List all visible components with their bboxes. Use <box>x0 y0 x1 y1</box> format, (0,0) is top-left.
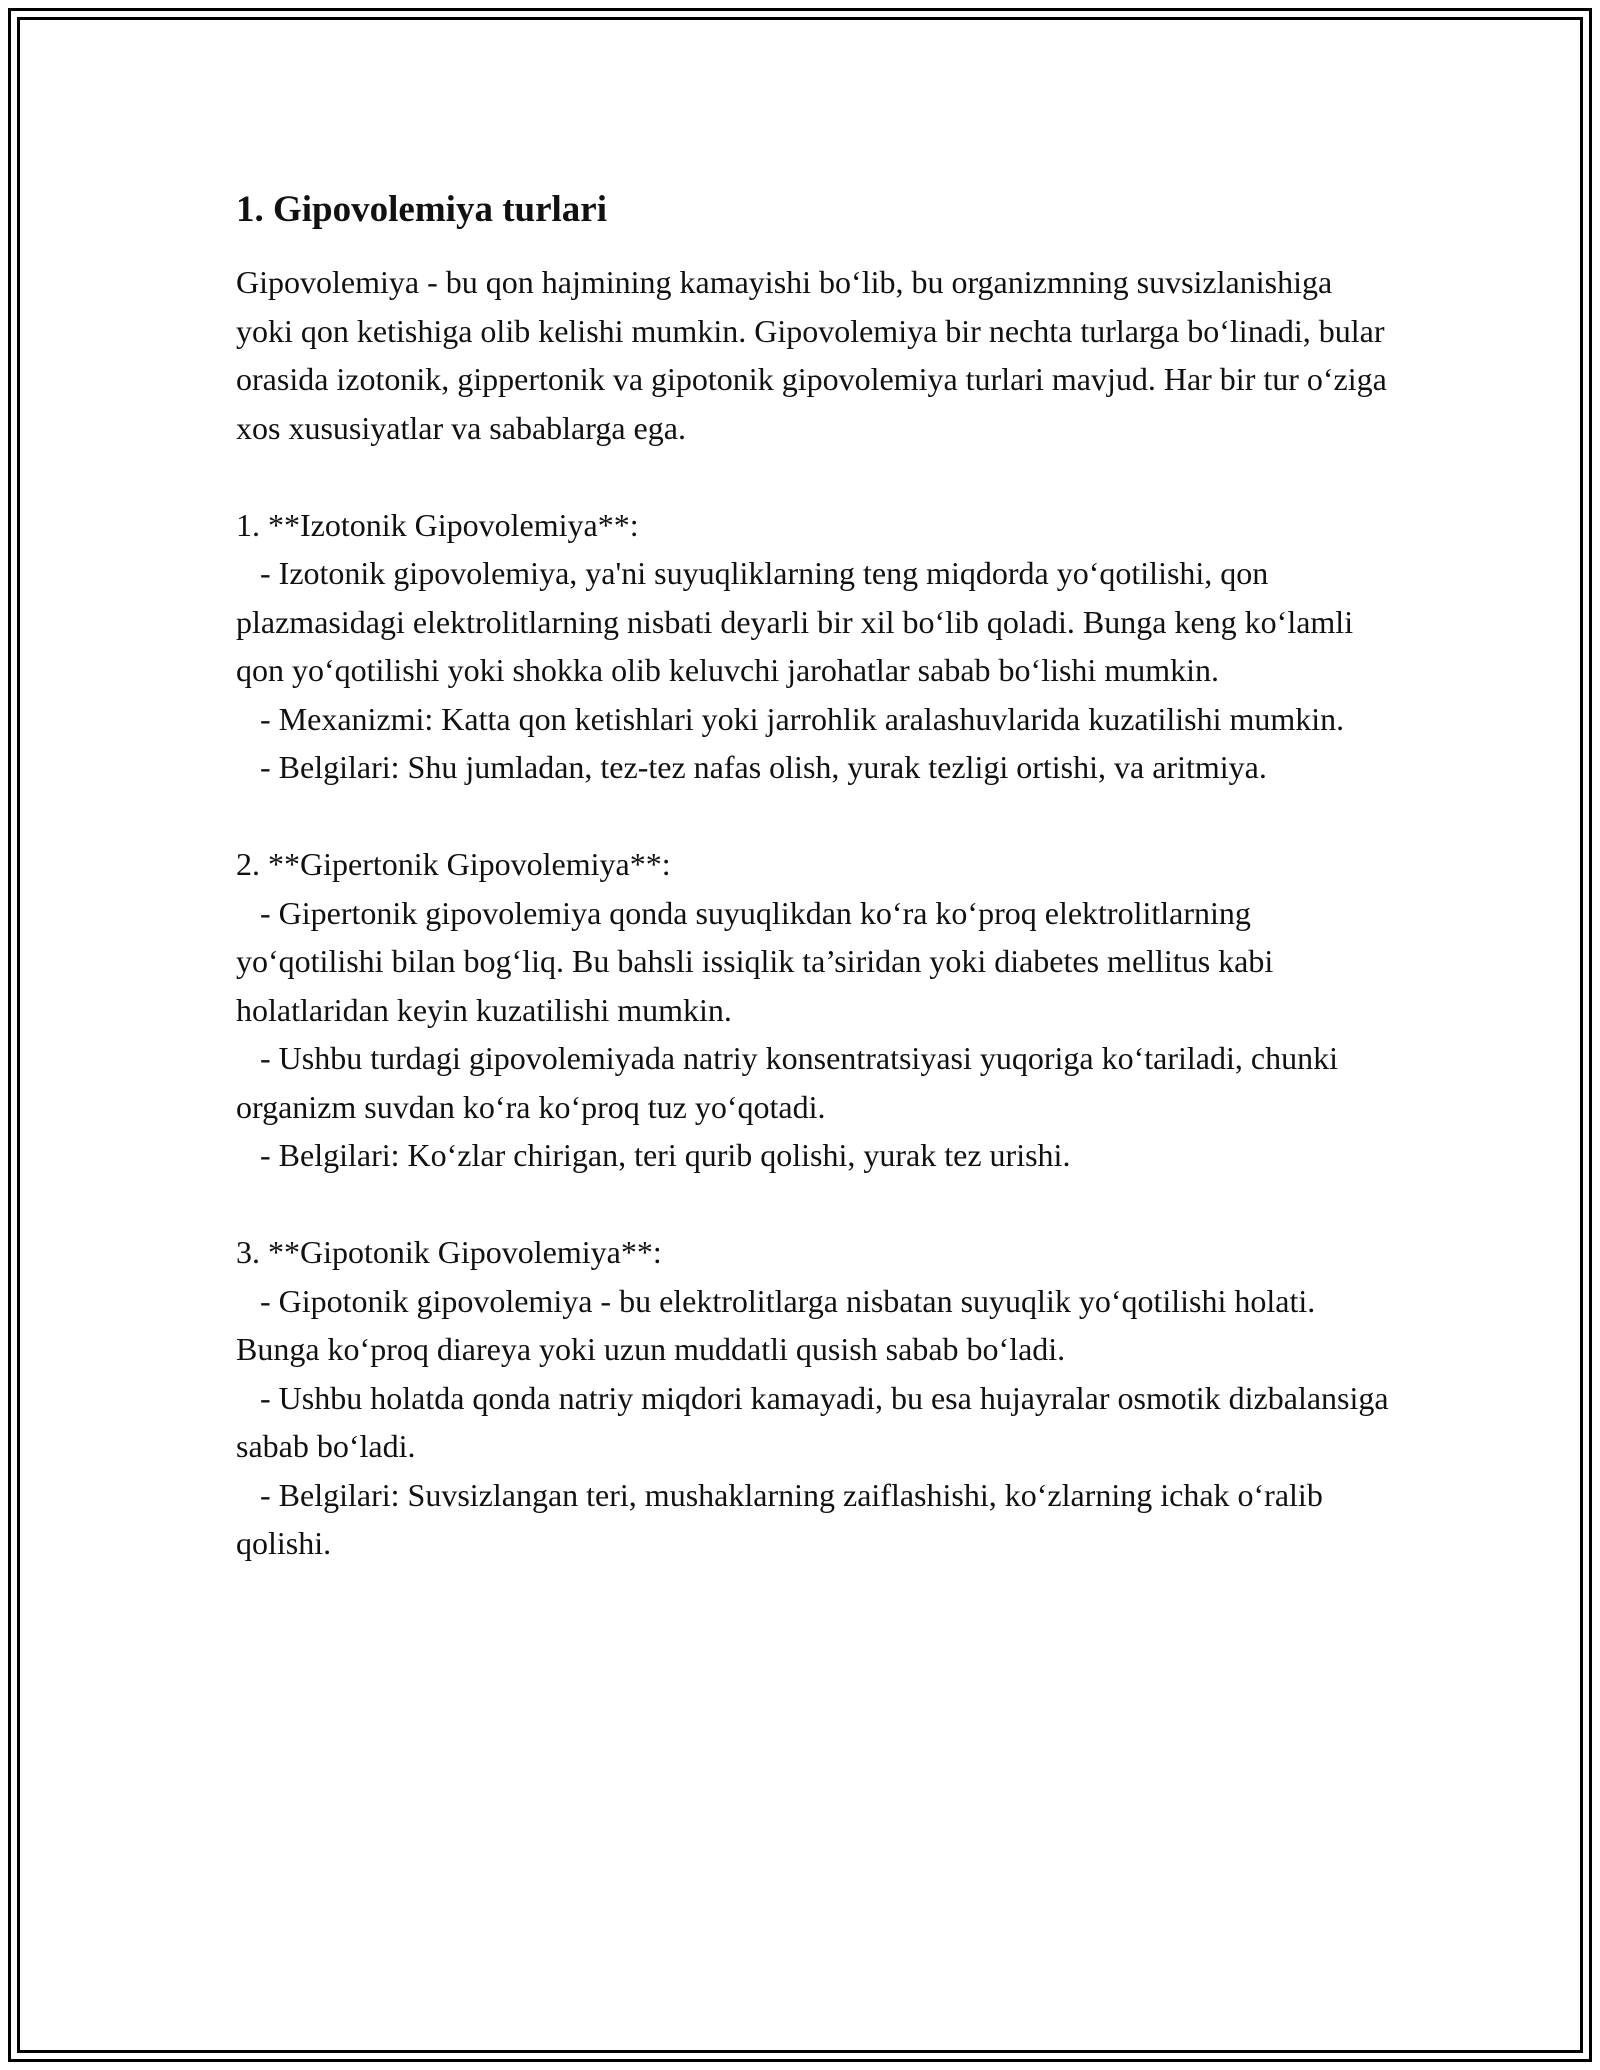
document-body <box>236 186 1396 1568</box>
list-item: - Belgilari: Suvsizlangan teri, mushaklarning zaiflashishi, ko‘zlarning ichak o‘ralib qolishi. <box>236 1476 1331 1561</box>
list-item: - Belgilari: Ko‘zlar chirigan, teri qurib qolishi, yurak tez urishi. <box>236 1137 1071 1173</box>
spacer <box>236 1180 1396 1229</box>
intro-paragraph: Gipovolemiya - bu qon hajmining kamayishi bo‘lib, bu organizmning suvsizlanishiga yoki qon ketishiga olib kelishi mumkin. Gipovolemiya bir nechta turlarga bo‘linadi, bular orasida izotonik, gippertonik va gipotonik gipovolemiya turlari mavjud. Har bir tur o‘ziga xos xususiyatlar va sabablarga ega. <box>236 264 1395 446</box>
list-item: - Belgilari: Shu jumladan, tez-tez nafas olish, yurak tezligi ortishi, va aritmiya. <box>236 749 1267 785</box>
list-item: - Gipertonik gipovolemiya qonda suyuqlikdan ko‘ra ko‘proq elektrolitlarning yo‘qotilishi bilan bog‘liq. Bu bahsli issiqlik ta’siridan yoki diabetes mellitus kabi holatlaridan keyin kuzatilishi mumkin. <box>236 894 1282 1028</box>
list-item: - Mexanizmi: Katta qon ketishlari yoki jarrohlik aralashuvlarida kuzatilishi mumkin. <box>236 700 1345 737</box>
spacer <box>236 452 1396 501</box>
section-gipertonik <box>236 840 1396 1180</box>
list-item: - Izotonik gipovolemiya, ya'ni suyuqliklarning teng miqdorda yo‘qotilishi, qon plazmasidagi elektrolitlarning nisbati deyarli bir xil bo‘lib qoladi. Bunga keng ko‘lamli qon yo‘qotilishi yoki shokka olib keluvchi jarohatlar sabab bo‘lishi mumkin. <box>236 555 1362 688</box>
section-title: 2. **Gipertonik Gipovolemiya**: <box>236 846 671 882</box>
list-item: - Ushbu holatda qonda natriy miqdori kamayadi, bu esa hujayralar osmotik dizbalansiga sabab bo‘ladi. <box>236 1379 1397 1464</box>
section-gipotonik <box>236 1228 1396 1568</box>
list-item: - Ushbu turdagi gipovolemiyada natriy konsentratsiyasi yuqoriga ko‘tariladi, chunki organizm suvdan ko‘ra ko‘proq tuz yo‘qotadi. <box>236 1040 1346 1125</box>
section-izotonik <box>236 501 1396 792</box>
section-title: 3. **Gipotonik Gipovolemiya**: <box>236 1234 662 1270</box>
spacer <box>236 792 1396 841</box>
list-item: - Gipotonik gipovolemiya - bu elektrolitlarga nisbatan suyuqlik yo‘qotilishi holati. Bunga ko‘proq diareya yoki uzun muddatli qusish sabab bo‘ladi. <box>236 1282 1324 1367</box>
page-title: 1. Gipovolemiya turlari <box>236 189 607 230</box>
section-title: 1. **Izotonik Gipovolemiya**: <box>236 506 639 543</box>
